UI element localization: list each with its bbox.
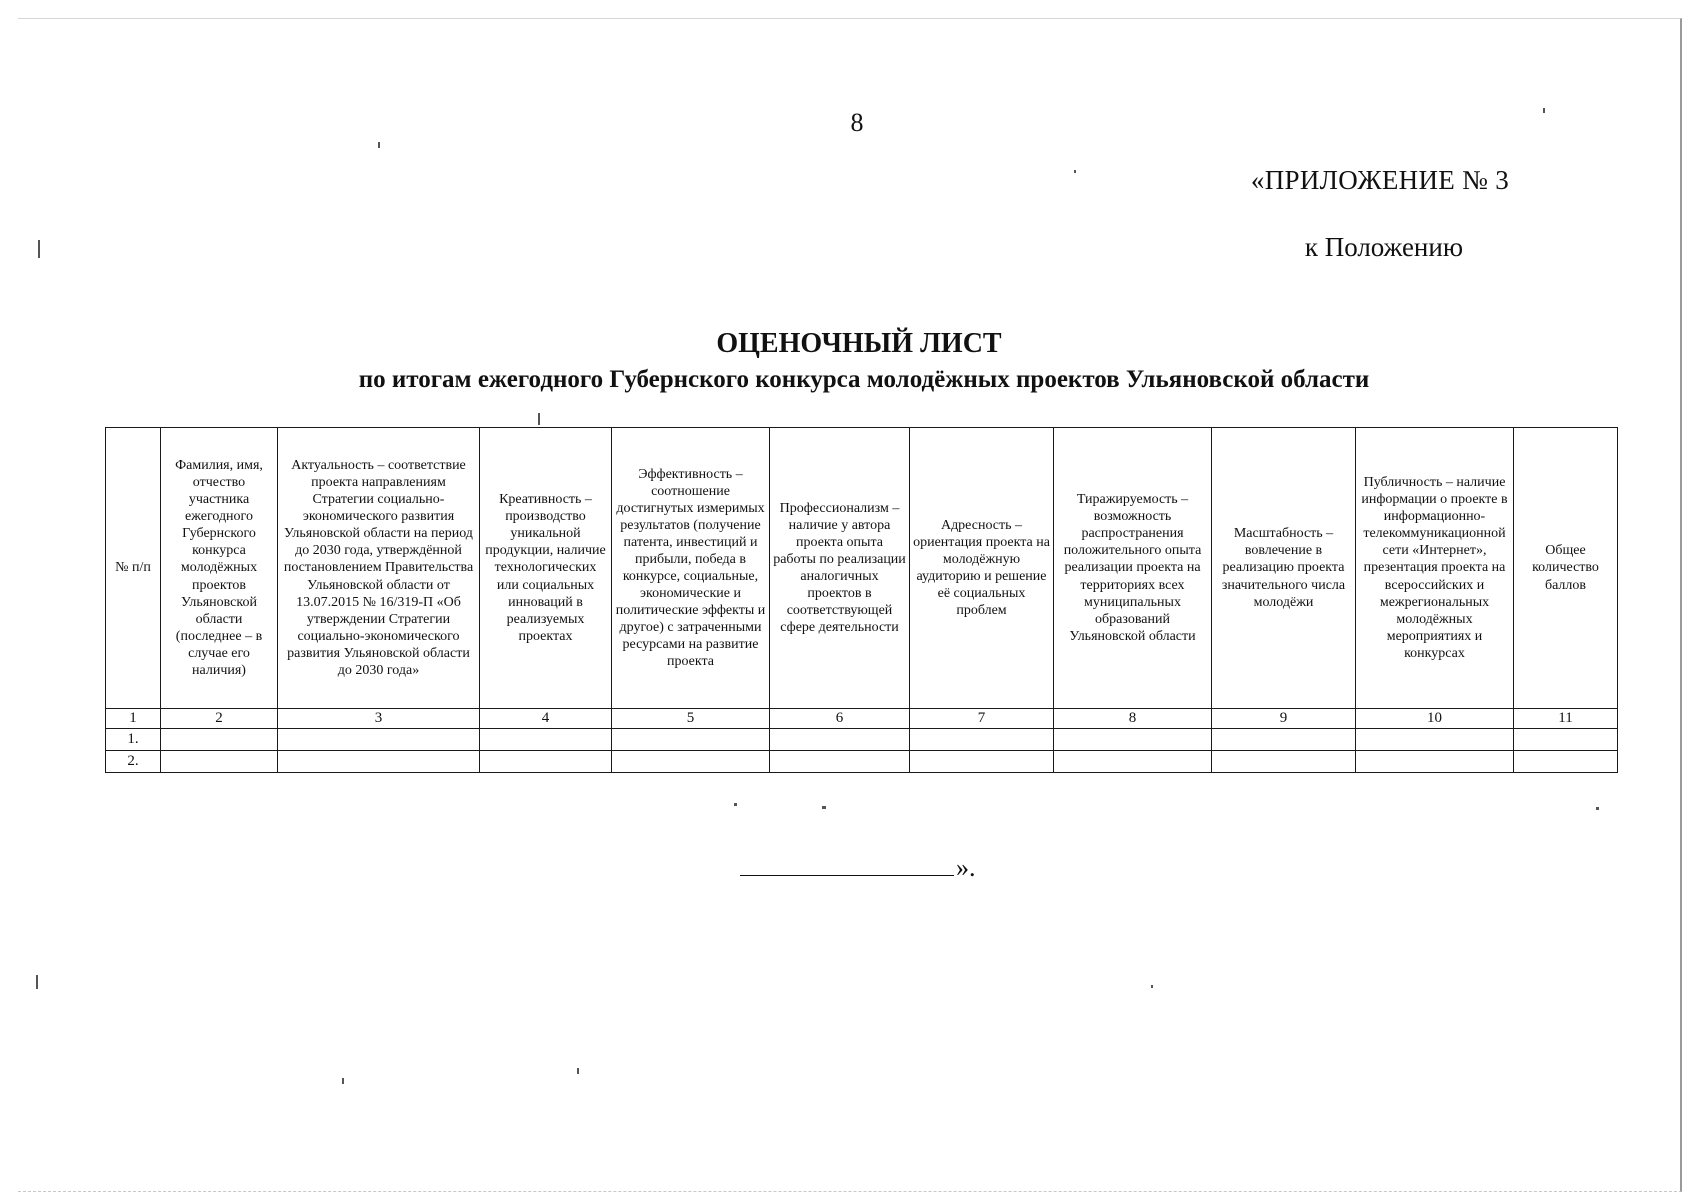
header-cell: Креативность – производство уникальной продукции, наличие технологических или социальных инноваций в реализуемых проектах xyxy=(480,428,612,709)
table-cell xyxy=(770,751,910,773)
header-cell: Адресность – ориентация проекта на молодёжную аудиторию и решение её социальных проблем xyxy=(910,428,1054,709)
appendix-subtitle: к Положению xyxy=(1304,232,1463,262)
column-number: 10 xyxy=(1356,709,1514,729)
table-cell xyxy=(1054,729,1212,751)
table-cell xyxy=(278,729,480,751)
column-number: 6 xyxy=(770,709,910,729)
scan-speck xyxy=(734,803,737,806)
evaluation-table xyxy=(105,427,1618,773)
page-number: 8 xyxy=(850,108,864,137)
table-cell xyxy=(161,751,278,773)
closing-line xyxy=(740,853,976,883)
document-subtitle: по итогам ежегодного Губернского конкурса молодёжных проектов Ульяновской области xyxy=(358,366,1370,393)
signature-blank-line xyxy=(740,857,954,876)
column-number: 11 xyxy=(1514,709,1618,729)
table-cell xyxy=(1212,751,1356,773)
column-number: 3 xyxy=(278,709,480,729)
column-number: 9 xyxy=(1212,709,1356,729)
closing-quote-mark: ». xyxy=(956,853,976,882)
table-row xyxy=(106,729,1618,751)
table-row xyxy=(106,751,1618,773)
table-cell: 1. xyxy=(106,729,161,751)
table-cell xyxy=(161,729,278,751)
table-cell xyxy=(1054,751,1212,773)
header-cell: Эффективность – соотношение достигнутых измеримых результатов (получение патента, инвестиций и прибыли, победа в конкурсе, социальные, экономические и политические эффекты и другое) с затраченными ресурсами на развитие проекта xyxy=(612,428,770,709)
scan-speck xyxy=(1074,170,1076,173)
table-cell xyxy=(910,729,1054,751)
header-cell: Тиражируемость – возможность распространения положительного опыта реализации проекта на территориях всех муниципальных образований Ульяновской области xyxy=(1054,428,1212,709)
header-cell: № п/п xyxy=(106,428,161,709)
scan-speck xyxy=(38,240,40,258)
table-cell xyxy=(480,751,612,773)
scan-speck xyxy=(378,142,380,148)
scan-speck xyxy=(36,975,38,989)
column-number: 2 xyxy=(161,709,278,729)
appendix-title: «ПРИЛОЖЕНИЕ № 3 xyxy=(1250,165,1509,195)
table-cell xyxy=(612,751,770,773)
header-cell: Профессионализм – наличие у автора проекта опыта работы по реализации аналогичных проектов в соответствующей сфере деятельности xyxy=(770,428,910,709)
table-cell xyxy=(1356,729,1514,751)
column-number: 1 xyxy=(106,709,161,729)
column-number: 5 xyxy=(612,709,770,729)
table-cell xyxy=(1514,751,1618,773)
table-cell xyxy=(910,751,1054,773)
table-cell xyxy=(1514,729,1618,751)
header-cell: Публичность – наличие информации о проекте в информационно-телекоммуникационной сети «Интернет», презентация проекта на всероссийских и межрегиональных молодёжных мероприятиях и конкурсах xyxy=(1356,428,1514,709)
table-cell xyxy=(1212,729,1356,751)
table-cell xyxy=(278,751,480,773)
header-cell: Фамилия, имя, отчество участника ежегодного Губернского конкурса молодёжных проектов Ульяновской области (последнее – в случае его наличия) xyxy=(161,428,278,709)
header-cell: Актуальность – соответствие проекта направлениям Стратегии социально-экономического развития Ульяновской области на период до 2030 года, утверждённой постановлением Правительства Ульяновской области от 13.07.2015 № 16/319-П «Об утверждении Стратегии социально-экономического развития Ульяновской области до 2030 года» xyxy=(278,428,480,709)
header-cell: Масштабность – вовлечение в реализацию проекта значительного числа молодёжи xyxy=(1212,428,1356,709)
document-title: ОЦЕНОЧНЫЙ ЛИСТ xyxy=(716,328,1002,359)
scan-speck xyxy=(822,806,826,809)
scan-speck xyxy=(342,1078,344,1084)
header-cell: Общее количество баллов xyxy=(1514,428,1618,709)
column-number: 7 xyxy=(910,709,1054,729)
scan-speck xyxy=(1543,108,1545,113)
scan-speck xyxy=(1596,807,1599,810)
column-number: 4 xyxy=(480,709,612,729)
header-row xyxy=(106,428,1618,709)
table-cell xyxy=(1356,751,1514,773)
table-cell xyxy=(770,729,910,751)
table-cell xyxy=(612,729,770,751)
scan-speck xyxy=(538,413,540,425)
column-number-row xyxy=(106,709,1618,729)
scan-speck xyxy=(577,1068,579,1074)
scan-speck xyxy=(1151,985,1153,988)
table-cell: 2. xyxy=(106,751,161,773)
column-number: 8 xyxy=(1054,709,1212,729)
table-cell xyxy=(480,729,612,751)
